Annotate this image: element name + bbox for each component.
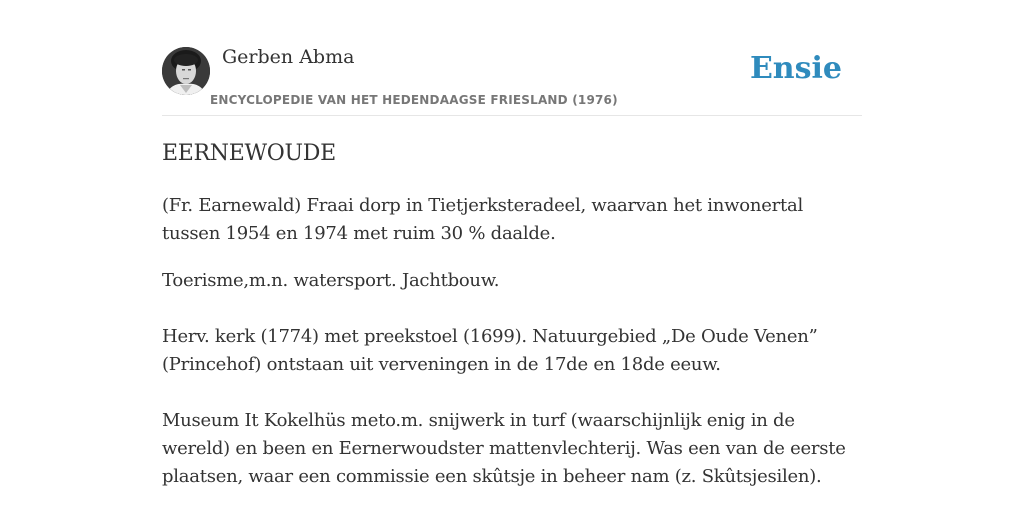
author-portrait-icon <box>162 47 210 95</box>
header <box>162 0 862 116</box>
page-container <box>162 0 862 487</box>
article-title: EERNEWOUDE <box>162 141 336 166</box>
article-paragraph: Toerisme,m.n. watersport. Jachtbouw. <box>162 270 500 291</box>
ensie-logo[interactable]: Ensie <box>749 51 842 86</box>
author-avatar[interactable] <box>162 47 210 95</box>
author-name[interactable]: Gerben Abma <box>222 46 355 68</box>
article-paragraph: (Fr. Earnewald) Fraai dorp in Tietjerksteradeel, waarvan het inwonertal tussen 1954 en 1974 met ruim 30 % daalde. <box>162 195 803 244</box>
article-paragraph: Herv. kerk (1774) met preekstoel (1699). Natuurgebied „De Oude Venen” (Princehof) ontstaan uit verveningen in de 17de en 18de eeuw. <box>162 326 818 375</box>
article-paragraph: Museum It Kokelhüs meto.m. snijwerk in turf (waarschijnlijk enig in de wereld) en been en Eernerwoudster mattenvlechterij. Was een van de eerste plaatsen, waar een commissie een skûtsje in beheer nam (z. Skûtsjesilen). <box>162 410 846 487</box>
source-title[interactable]: ENCYCLOPEDIE VAN HET HEDENDAAGSE FRIESLAND (1976) <box>210 93 618 107</box>
